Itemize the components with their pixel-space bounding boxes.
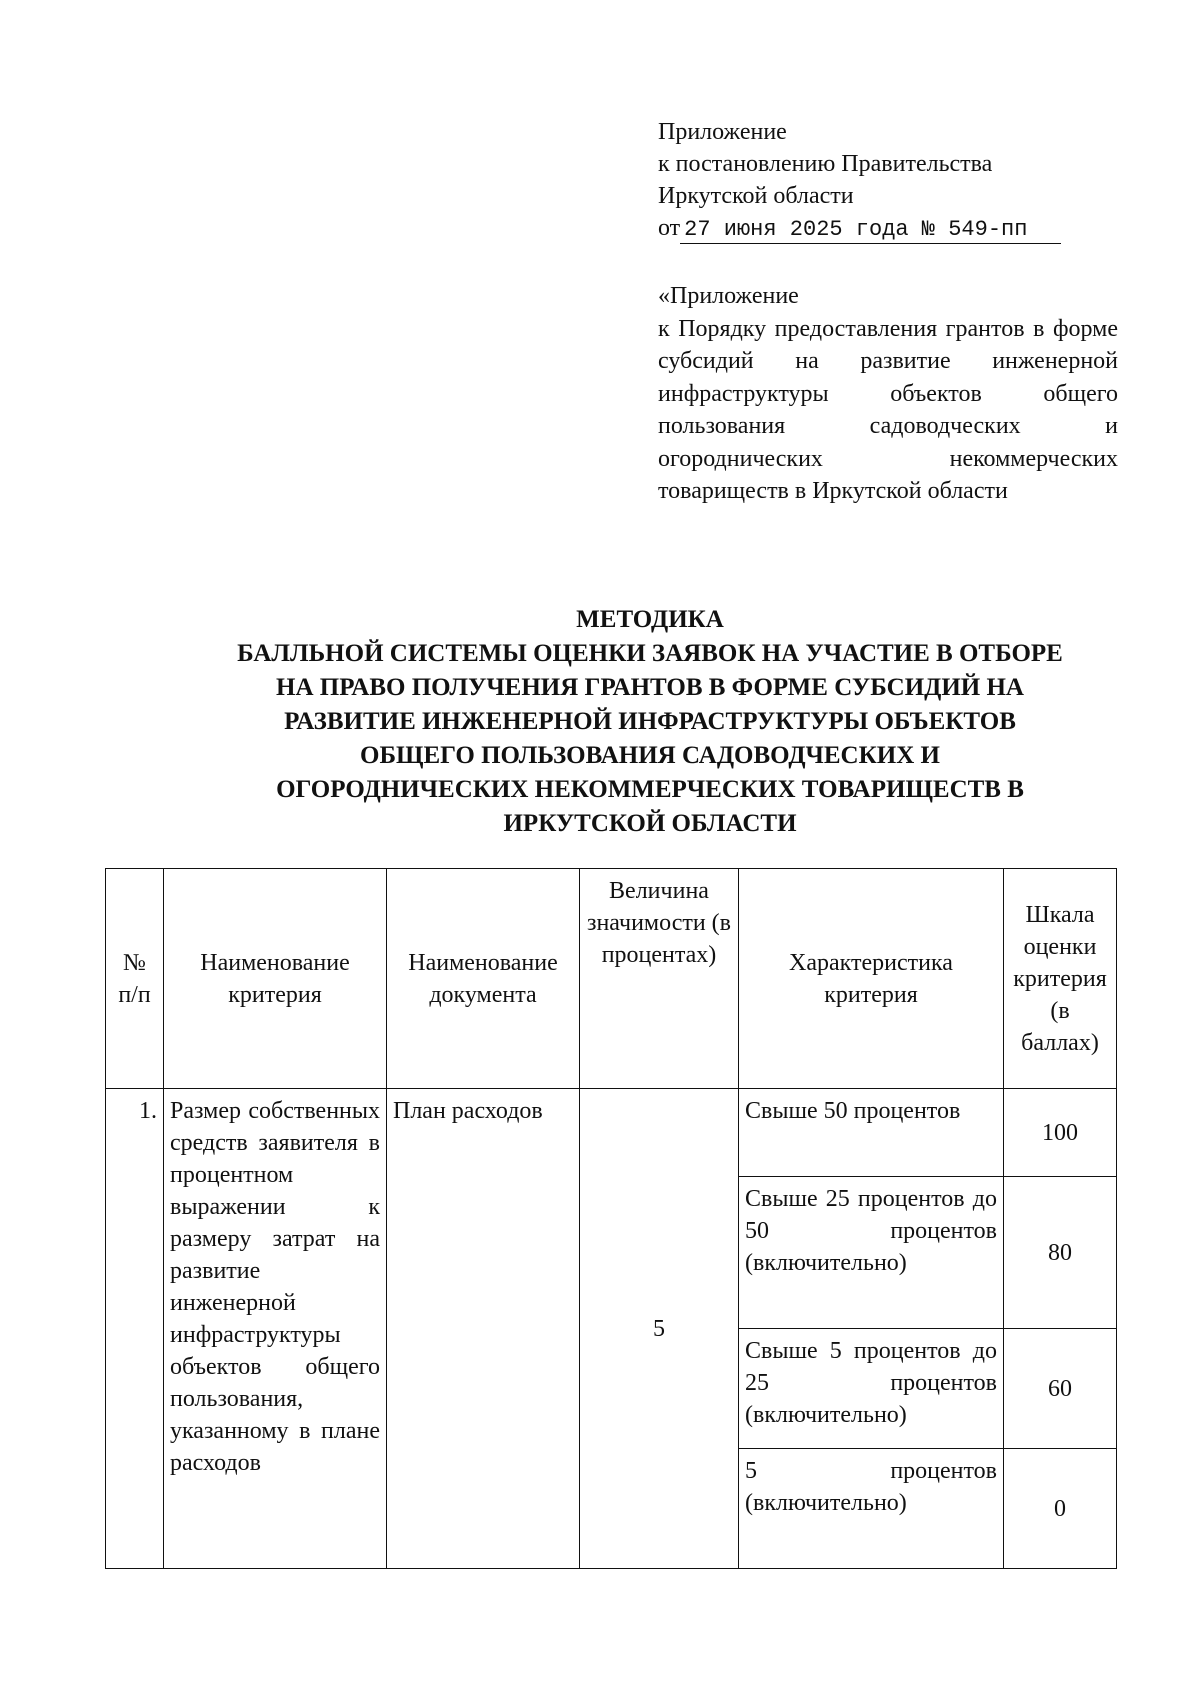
header-characteristic: Характеристика критерия <box>739 869 1004 1089</box>
characteristic-cell: 5 процентов (включительно) <box>739 1449 1004 1569</box>
header-criterion: Наименование критерия <box>164 869 387 1089</box>
header-score: Шкала оценки критерия (в баллах) <box>1004 869 1117 1089</box>
header-num: № п/п <box>106 869 164 1089</box>
score-cell: 60 <box>1004 1329 1117 1449</box>
characteristic-cell: Свыше 25 процентов до 50 процентов (включительно) <box>739 1177 1004 1329</box>
title-line: ИРКУТСКОЙ ОБЛАСТИ <box>503 810 797 837</box>
document-title <box>190 603 1110 841</box>
score-cell: 80 <box>1004 1177 1117 1329</box>
header-document: Наименование документа <box>387 869 580 1089</box>
order-appendix-label: «Приложение <box>658 283 799 309</box>
characteristic-cell: Свыше 5 процентов до 25 процентов (включительно) <box>739 1329 1004 1449</box>
weight-value: 5 <box>580 1089 739 1569</box>
resolution-date-number: 27 июня 2025 года № 549-пп <box>680 217 1061 244</box>
title-line: ОБЩЕГО ПОЛЬЗОВАНИЯ САДОВОДЧЕСКИХ И <box>360 742 940 769</box>
title-line: БАЛЛЬНОЙ СИСТЕМЫ ОЦЕНКИ ЗАЯВОК НА УЧАСТИЕ В ОТБОРЕ <box>237 640 1063 667</box>
appendix-label: Приложение <box>658 119 787 145</box>
title-line: МЕТОДИКА <box>576 606 724 633</box>
table-header-row <box>106 869 1117 1089</box>
score-cell: 100 <box>1004 1089 1117 1177</box>
order-appendix-block <box>658 280 1118 508</box>
characteristic-cell: Свыше 50 процентов <box>739 1089 1004 1177</box>
table-row <box>106 1089 1117 1177</box>
appendix-region: Иркутской области <box>658 183 854 209</box>
title-line: РАЗВИТИЕ ИНЖЕНЕРНОЙ ИНФРАСТРУКТУРЫ ОБЪЕКТОВ <box>284 708 1016 735</box>
order-appendix-body: к Порядку предоставления грантов в форме субсидий на развитие инженерной инфраструктуры объектов общего пользования садоводческих и огороднических некоммерческих товариществ в Иркутской области <box>658 315 1118 504</box>
appendix-resolution-ref: к постановлению Правительства <box>658 151 993 177</box>
row-num: 1. <box>106 1089 164 1569</box>
criterion-name: Размер собственных средств заявителя в процентном выражении к размеру затрат на развитие инженерной инфраструктуры объектов общего пользования, указанному в плане расходов <box>164 1089 387 1569</box>
title-line: НА ПРАВО ПОЛУЧЕНИЯ ГРАНТОВ В ФОРМЕ СУБСИДИЙ НА <box>276 674 1024 701</box>
criteria-table <box>105 868 1117 1569</box>
date-prefix: от <box>658 215 681 241</box>
header-weight: Величина значимости (в процентах) <box>580 869 739 1089</box>
appendix-date-line <box>658 212 1118 244</box>
score-cell: 0 <box>1004 1449 1117 1569</box>
document-name: План расходов <box>387 1089 580 1569</box>
title-line: ОГОРОДНИЧЕСКИХ НЕКОММЕРЧЕСКИХ ТОВАРИЩЕСТВ В <box>276 776 1024 803</box>
resolution-appendix-block <box>658 116 1118 244</box>
